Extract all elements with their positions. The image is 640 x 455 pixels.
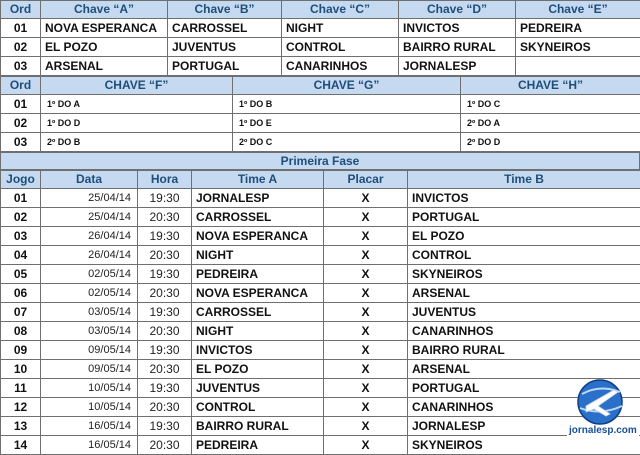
table-row	[1, 189, 640, 208]
jogo-cell[interactable]: 01	[1, 189, 41, 208]
slot-cell[interactable]: 2º DO D	[461, 133, 640, 152]
team-a-cell[interactable]: PEDREIRA	[192, 436, 324, 455]
team-cell[interactable]: PORTUGAL	[168, 57, 282, 76]
table-row	[1, 227, 640, 246]
games-table	[0, 170, 640, 455]
date-cell[interactable]: 26/04/14	[41, 246, 138, 265]
team-a-cell[interactable]: INVICTOS	[192, 341, 324, 360]
hour-cell[interactable]: 20:30	[138, 208, 192, 227]
placar-cell[interactable]: X	[324, 341, 408, 360]
date-cell[interactable]: 03/05/14	[41, 322, 138, 341]
slot-cell[interactable]: 2º DO A	[461, 114, 640, 133]
jogo-cell[interactable]: 08	[1, 322, 41, 341]
ord-cell[interactable]: 03	[1, 57, 41, 76]
table-row	[1, 379, 640, 398]
hour-cell[interactable]: 20:30	[138, 360, 192, 379]
logo-text[interactable]: jornalesp.com	[567, 425, 639, 436]
header-ord: Ord	[1, 1, 41, 19]
placar-cell[interactable]: X	[324, 246, 408, 265]
groups-table-f-h	[0, 76, 640, 152]
hour-cell[interactable]: 20:30	[138, 398, 192, 417]
jogo-cell[interactable]: 03	[1, 227, 41, 246]
placar-cell[interactable]: X	[324, 189, 408, 208]
team-cell[interactable]: PEDREIRA	[516, 19, 640, 38]
table-row	[1, 303, 640, 322]
placar-cell[interactable]: X	[324, 322, 408, 341]
placar-cell[interactable]: X	[324, 265, 408, 284]
team-a-cell[interactable]: JUVENTUS	[192, 379, 324, 398]
jogo-cell[interactable]: 11	[1, 379, 41, 398]
table-row	[1, 284, 640, 303]
team-cell[interactable]: BAIRRO RURAL	[399, 38, 516, 57]
jogo-cell[interactable]: 02	[1, 208, 41, 227]
team-cell[interactable]: NIGHT	[282, 19, 399, 38]
team-b-cell[interactable]: ARSENAL	[408, 360, 640, 379]
games-body	[1, 189, 640, 455]
phase-title: Primeira Fase	[1, 153, 640, 170]
hour-cell[interactable]: 20:30	[138, 246, 192, 265]
slot-cell[interactable]: 2º DO C	[233, 133, 461, 152]
date-cell[interactable]: 02/05/14	[41, 284, 138, 303]
team-cell[interactable]: CARROSSEL	[168, 19, 282, 38]
team-a-cell[interactable]: NIGHT	[192, 246, 324, 265]
jogo-cell[interactable]: 07	[1, 303, 41, 322]
date-cell[interactable]: 25/04/14	[41, 208, 138, 227]
table-row	[1, 265, 640, 284]
placar-cell[interactable]: X	[324, 208, 408, 227]
header-chave-d: Chave “D”	[399, 1, 516, 19]
jogo-cell[interactable]: 09	[1, 341, 41, 360]
team-b-cell[interactable]: CANARINHOS	[408, 322, 640, 341]
team-b-cell[interactable]: INVICTOS	[408, 189, 640, 208]
date-cell[interactable]: 16/05/14	[41, 417, 138, 436]
hour-cell[interactable]: 19:30	[138, 341, 192, 360]
header-chave-h: CHAVE “H”	[461, 77, 640, 95]
team-b-cell[interactable]: CONTROL	[408, 246, 640, 265]
team-b-cell[interactable]: PORTUGAL	[408, 379, 640, 398]
hour-cell[interactable]: 19:30	[138, 189, 192, 208]
placar-cell[interactable]: X	[324, 417, 408, 436]
ord-cell[interactable]: 01	[1, 19, 41, 38]
team-a-cell[interactable]: NOVA ESPERANCA	[192, 284, 324, 303]
ord-cell[interactable]: 01	[1, 95, 41, 114]
header-chave-e: Chave “E”	[516, 1, 640, 19]
slot-cell[interactable]: 1º DO D	[41, 114, 233, 133]
team-b-cell[interactable]: JUVENTUS	[408, 303, 640, 322]
games-header-row	[1, 171, 640, 189]
team-a-cell[interactable]: CONTROL	[192, 398, 324, 417]
team-b-cell[interactable]: EL POZO	[408, 227, 640, 246]
hour-cell[interactable]: 19:30	[138, 265, 192, 284]
header-time-b: Time B	[408, 171, 640, 189]
jogo-cell[interactable]: 12	[1, 398, 41, 417]
header-chave-a: Chave “A”	[41, 1, 168, 19]
team-cell[interactable]	[516, 57, 640, 76]
header-data: Data	[41, 171, 138, 189]
team-b-cell[interactable]: JORNALESP	[408, 417, 640, 436]
table-row	[1, 114, 640, 133]
team-a-cell[interactable]: EL POZO	[192, 360, 324, 379]
ord-cell[interactable]: 03	[1, 133, 41, 152]
team-a-cell[interactable]: NIGHT	[192, 322, 324, 341]
slot-cell[interactable]: 1º DO E	[233, 114, 461, 133]
placar-cell[interactable]: X	[324, 436, 408, 455]
table-row	[1, 208, 640, 227]
team-a-cell[interactable]: CARROSSEL	[192, 303, 324, 322]
team-b-cell[interactable]: BAIRRO RURAL	[408, 341, 640, 360]
team-a-cell[interactable]: CARROSSEL	[192, 208, 324, 227]
team-cell[interactable]: ARSENAL	[41, 57, 168, 76]
team-b-cell[interactable]: PORTUGAL	[408, 208, 640, 227]
placar-cell[interactable]: X	[324, 303, 408, 322]
hour-cell[interactable]: 19:30	[138, 227, 192, 246]
date-cell[interactable]: 16/05/14	[41, 436, 138, 455]
placar-cell[interactable]: X	[324, 227, 408, 246]
header-time-a: Time A	[192, 171, 324, 189]
hour-cell[interactable]: 19:30	[138, 379, 192, 398]
groups-header-row	[1, 1, 640, 19]
header-chave-b: Chave “B”	[168, 1, 282, 19]
slot-cell[interactable]: 1º DO B	[233, 95, 461, 114]
team-cell[interactable]: JORNALESP	[399, 57, 516, 76]
table-row	[1, 322, 640, 341]
team-cell[interactable]: INVICTOS	[399, 19, 516, 38]
placar-cell[interactable]: X	[324, 379, 408, 398]
phase-row	[1, 153, 640, 170]
team-a-cell[interactable]: JORNALESP	[192, 189, 324, 208]
phase-title-table	[0, 152, 640, 170]
jogo-cell[interactable]: 14	[1, 436, 41, 455]
groups-header-row	[1, 77, 640, 95]
header-ord: Ord	[1, 77, 41, 95]
placar-cell[interactable]: X	[324, 398, 408, 417]
hour-cell[interactable]: 19:30	[138, 303, 192, 322]
date-cell[interactable]: 02/05/14	[41, 265, 138, 284]
table-row	[1, 95, 640, 114]
header-placar: Placar	[324, 171, 408, 189]
hour-cell[interactable]: 20:30	[138, 322, 192, 341]
team-b-cell[interactable]: SKYNEIROS	[408, 265, 640, 284]
hour-cell[interactable]: 20:30	[138, 284, 192, 303]
jogo-cell[interactable]: 06	[1, 284, 41, 303]
date-cell[interactable]: 09/05/14	[41, 360, 138, 379]
table-row	[1, 38, 640, 57]
team-a-cell[interactable]: PEDREIRA	[192, 265, 324, 284]
table-row	[1, 133, 640, 152]
team-cell[interactable]: CONTROL	[282, 38, 399, 57]
date-cell[interactable]: 10/05/14	[41, 379, 138, 398]
team-cell[interactable]: JUVENTUS	[168, 38, 282, 57]
ord-cell[interactable]: 02	[1, 38, 41, 57]
groups-table-a-e	[0, 0, 640, 76]
table-row	[1, 57, 640, 76]
placar-cell[interactable]: X	[324, 284, 408, 303]
table-row	[1, 341, 640, 360]
team-a-cell[interactable]: BAIRRO RURAL	[192, 417, 324, 436]
ord-cell[interactable]: 02	[1, 114, 41, 133]
table-row	[1, 19, 640, 38]
hour-cell[interactable]: 19:30	[138, 417, 192, 436]
team-cell[interactable]: SKYNEIROS	[516, 38, 640, 57]
hour-cell[interactable]: 20:30	[138, 436, 192, 455]
slot-cell[interactable]: 1º DO C	[461, 95, 640, 114]
table-row	[1, 398, 640, 417]
team-b-cell[interactable]: SKYNEIROS	[408, 436, 640, 455]
placar-cell[interactable]: X	[324, 360, 408, 379]
date-cell[interactable]: 03/05/14	[41, 303, 138, 322]
slot-cell[interactable]: 1º DO A	[41, 95, 233, 114]
jogo-cell[interactable]: 13	[1, 417, 41, 436]
team-b-cell[interactable]: ARSENAL	[408, 284, 640, 303]
table-row	[1, 360, 640, 379]
jogo-cell[interactable]: 05	[1, 265, 41, 284]
header-hora: Hora	[138, 171, 192, 189]
team-cell[interactable]: NOVA ESPERANCA	[41, 19, 168, 38]
team-cell[interactable]: CANARINHOS	[282, 57, 399, 76]
header-chave-g: CHAVE “G”	[233, 77, 461, 95]
date-cell[interactable]: 26/04/14	[41, 227, 138, 246]
team-cell[interactable]: EL POZO	[41, 38, 168, 57]
date-cell[interactable]: 10/05/14	[41, 398, 138, 417]
table-row	[1, 417, 640, 436]
table-row	[1, 246, 640, 265]
date-cell[interactable]: 09/05/14	[41, 341, 138, 360]
slot-cell[interactable]: 2º DO B	[41, 133, 233, 152]
team-b-cell[interactable]: CANARINHOS	[408, 398, 640, 417]
team-a-cell[interactable]: NOVA ESPERANCA	[192, 227, 324, 246]
header-chave-c: Chave “C”	[282, 1, 399, 19]
jogo-cell[interactable]: 04	[1, 246, 41, 265]
jogo-cell[interactable]: 10	[1, 360, 41, 379]
date-cell[interactable]: 25/04/14	[41, 189, 138, 208]
header-jogo: Jogo	[1, 171, 41, 189]
header-chave-f: CHAVE “F”	[41, 77, 233, 95]
table-row	[1, 436, 640, 455]
